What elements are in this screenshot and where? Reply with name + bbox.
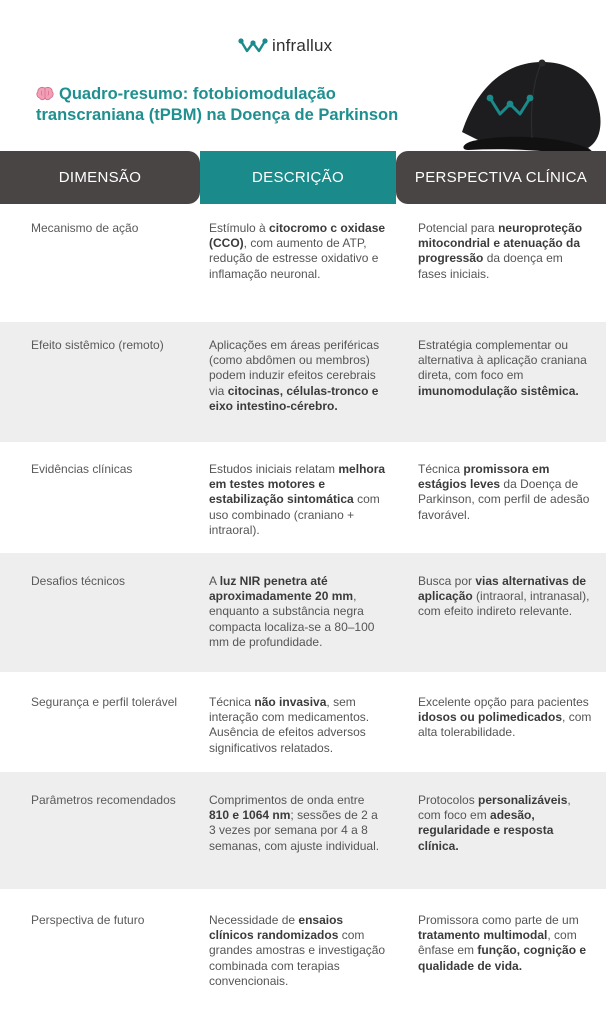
bold-text: tratamento multimodal (418, 928, 548, 943)
row-description (209, 462, 387, 538)
table-row (0, 205, 606, 322)
row-perspective (418, 913, 594, 974)
text: Técnica (418, 462, 464, 476)
text: Aplicações em áreas periféricas (como abdômen ou membros) podem induzir efeitos cerebrais via (209, 338, 380, 398)
bold-text: personalizáveis (478, 793, 568, 807)
header-dimension: DIMENSÃO (0, 151, 200, 204)
bold-text: não invasiva (254, 695, 327, 709)
text: ; sessões de 2 a 3 vezes por semana por 4 a 8 semanas, com ajuste individual. (209, 808, 380, 853)
text: , com ênfase em (418, 928, 577, 958)
text: com uso combinado (craniano + intraoral). (209, 492, 380, 537)
header-clinical-perspective: PERSPECTIVA CLÍNICA (396, 151, 606, 204)
text: Estratégia complementar ou alternativa à aplicação craniana direta, com foco em (418, 338, 587, 383)
row-dimension: Evidências clínicas (31, 462, 133, 476)
header (0, 0, 606, 150)
row-description (209, 338, 387, 414)
text: , com alta tolerabilidade. (418, 710, 592, 740)
table-row (0, 772, 606, 889)
text: Busca por (418, 574, 476, 588)
brand-name: infrallux (272, 36, 333, 55)
row-dimension: Segurança e perfil tolerável (31, 695, 178, 709)
bold-text: vias alternativas de aplicação (418, 574, 587, 604)
row-description (209, 793, 387, 854)
table-row (0, 322, 606, 442)
row-description (209, 695, 387, 756)
page-title (36, 84, 436, 126)
bold-text: melhora em testes motores e estabilização sintomática (209, 462, 386, 507)
row-dimension: Perspectiva de futuro (31, 913, 145, 927)
row-perspective (418, 574, 594, 620)
text: Técnica (209, 695, 255, 709)
text: Protocolos (418, 793, 479, 807)
row-dimension: Parâmetros recomendados (31, 793, 176, 807)
row-dimension: Efeito sistêmico (remoto) (31, 338, 164, 352)
row-perspective (418, 462, 594, 523)
bold-text: imunomodulação sistêmica. (418, 383, 579, 398)
bold-text: citocinas, células-tronco e eixo intestino-cérebro. (209, 383, 379, 413)
infrallux-cap-image (438, 54, 606, 159)
text: A (209, 574, 220, 588)
row-perspective (418, 793, 594, 854)
page-title-text: Quadro-resumo: fotobiomodulação transcraniana (tPBM) na Doença de Parkinson (36, 85, 399, 124)
bold-text: adesão, regularidade e resposta clínica. (418, 808, 554, 853)
text: , enquanto a substância negra compacta localiza-se a 80–100 mm de profundidade. (209, 589, 375, 649)
header-description: DESCRIÇÃO (200, 151, 396, 204)
brand-logo (238, 36, 332, 56)
row-perspective (418, 221, 594, 282)
text: Potencial para (418, 221, 499, 235)
brain-icon (36, 86, 54, 101)
row-description (209, 221, 387, 282)
text: (intraoral, intranasal), com efeito indireto relevante. (418, 589, 590, 619)
table-row (0, 889, 606, 1024)
bold-text: ensaios clínicos randomizados (209, 913, 344, 943)
row-description (209, 913, 387, 989)
text: Estímulo à (209, 221, 270, 235)
bold-text: função, cognição e qualidade de vida. (418, 943, 587, 973)
bold-text: neuroproteção mitocondrial e atenuação da progressão (418, 221, 583, 266)
bold-text: citocromo c oxidase (CCO) (209, 221, 386, 251)
text: Promissora como parte de um (418, 913, 579, 927)
row-perspective (418, 338, 594, 399)
text: da Doença de Parkinson, com perfil de adesão favorável. (418, 477, 590, 522)
row-dimension: Desafios técnicos (31, 574, 126, 588)
text: , com foco em (418, 793, 571, 823)
table-row (0, 442, 606, 553)
text: , com aumento de ATP, redução de estresse oxidativo e inflamação neuronal. (209, 236, 379, 281)
bold-text: luz NIR penetra até aproximadamente 20 mm (209, 574, 354, 604)
text: Necessidade de (209, 913, 299, 927)
row-perspective (418, 695, 594, 741)
text: com grandes amostras e investigação combinada com terapias convencionais. (209, 928, 386, 988)
table-row (0, 553, 606, 672)
text: Excelente opção para pacientes (418, 695, 589, 709)
row-description (209, 574, 387, 650)
bold-text: idosos ou polimedicados (418, 710, 563, 725)
table-header (0, 151, 606, 204)
text: da doença em fases iniciais. (418, 251, 563, 281)
text: Comprimentos de onda entre (209, 793, 365, 807)
row-dimension: Mecanismo de ação (31, 221, 139, 235)
text: , sem interação com medicamentos. Ausência de efeitos adversos significativos relatados. (209, 695, 370, 755)
table-row (0, 672, 606, 772)
bold-text: promissora em estágios leves (418, 462, 550, 492)
bold-text: 810 e 1064 nm (209, 808, 291, 823)
text: Estudos iniciais relatam (209, 462, 339, 476)
infrallux-logo-icon (238, 37, 268, 55)
